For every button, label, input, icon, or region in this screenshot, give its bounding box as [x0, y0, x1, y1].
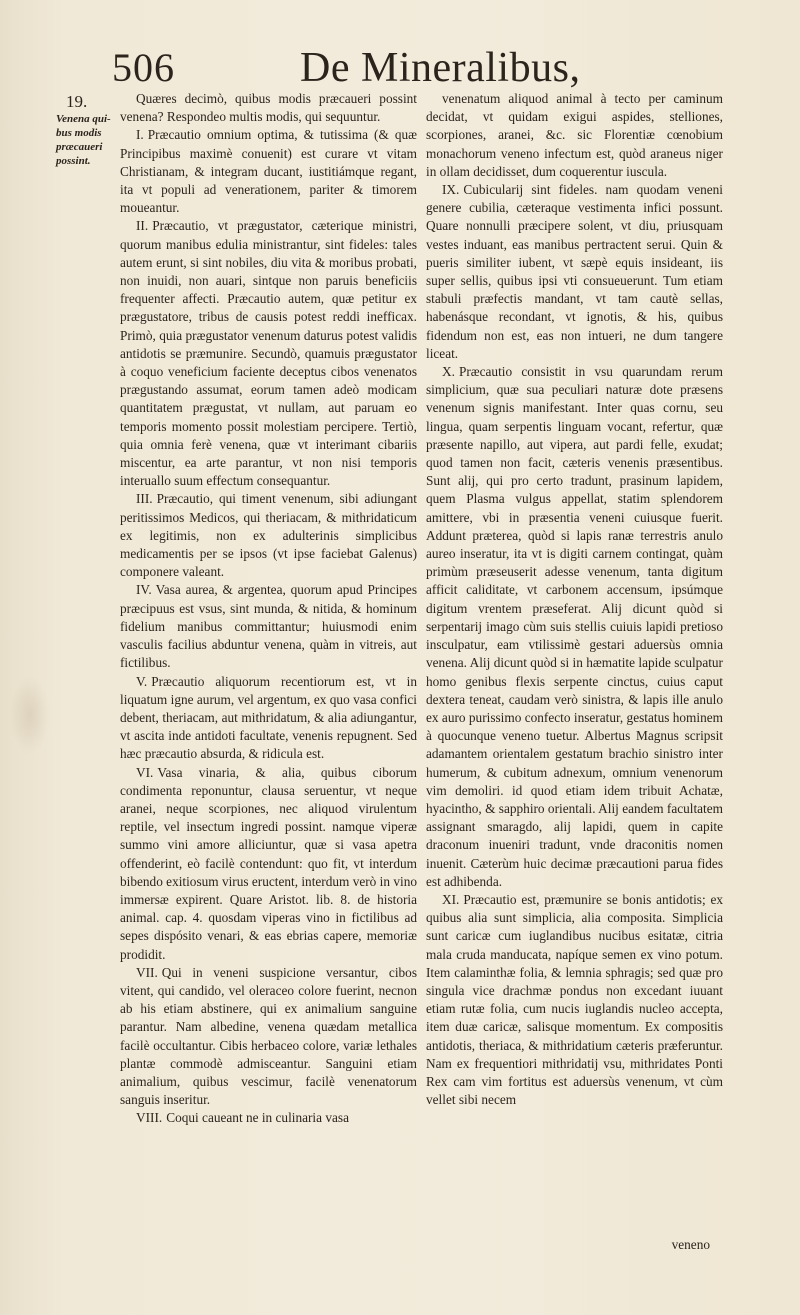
paragraph-number: II.: [136, 218, 149, 234]
paragraph: [426, 90, 723, 181]
paragraph-number: V.: [136, 673, 148, 689]
paragraph-text: Vasa aurea, & argentea, quorum apud Principes præcipuus est vsus, sint munda, & nitida, & hominum fidelium manibus committantur; huiusmodi enim vasculis facilius abduntur venena, quàm in vitreis, aut fictilibus.: [120, 582, 417, 671]
paragraph: [120, 126, 417, 217]
paragraph: [426, 181, 723, 363]
paragraph-text: Cubicularij sint fideles. nam quodam veneni genere cubilia, cæteraque vestimenta infici possunt. Quare nonnulli præcipere solent, vt diu, priusquam vestes induant, eas manibus pertractent serui. Quin & pueris similiter iubent, vt sæpè equis insideant, iis super sellis, quibus ipsi vti consueuerunt. Tum etiam stabuli præfectis mandant, vt tam cautè sellas, habenásque recondant, vt ignotis, & his, quibus fidendum non est, eas non intueri, ne dum tangere liceat.: [426, 182, 723, 361]
catchword: veneno: [671, 1237, 710, 1252]
paragraph-number: XI.: [442, 891, 460, 907]
paragraph-text: Præcautio omnium optima, & tutissima (& quæ Principibus maximè conuenit) est curare vt vitam Christianam, & integram ducant, iustitiámque regant, ita vt populi ad venerationem, pariter & timorem moueantur.: [120, 127, 417, 216]
margin-note: [8, 92, 120, 168]
paragraph: [120, 764, 417, 964]
paragraph-number: IV.: [136, 582, 152, 598]
paragraph-text: Quæres decimò, quibus modis præcaueri possint venena? Respondeo multis modis, qui sequuntur.: [120, 91, 417, 125]
paragraph: [426, 891, 723, 1109]
paragraph: [120, 90, 417, 126]
margin-gloss: Venena qui- bus modis præcaueri possint.: [56, 113, 111, 167]
right-text-column: [426, 90, 723, 1109]
paragraph: [120, 490, 417, 581]
paragraph-text: Præcautio aliquorum recentiorum est, vt in liquatum igne aurum, vel argentum, ex quo vasa confici debent, theriacam, aut mithridatum, & alia adiungantur, vt ascita inde antidoti facultate, venenis repugnent. Sed hæc præcautio absurda, & ridicula est.: [120, 673, 417, 762]
running-title: De Mineralibus,: [300, 45, 581, 91]
paragraph-text: Præcautio, qui timent venenum, sibi adiungant peritissimos Medicos, qui theriacam, & mithridaticum ex legitimis, non ex adulterinis simplicibus medicamentis per se ipsos (vt ipse faciebat Galenus) componere valeant.: [120, 491, 417, 580]
paragraph-number: I.: [136, 127, 144, 143]
paragraph-number: III.: [136, 491, 153, 507]
paragraph-text: venenatum aliquod animal à tecto per caminum decidat, vt quidam exigui aspides, stelliones, scorpiones, aranei, &c. sic Florentiæ cœnobium monachorum veneno infectum est, quòd araneus niger in ollam decidisset, dum coquerentur iuscula.: [426, 91, 723, 179]
paper-stain: [10, 675, 50, 755]
paragraph: [120, 1109, 417, 1127]
paragraph-number: IX.: [442, 182, 460, 198]
paragraph: [120, 964, 417, 1110]
paragraph-text: Qui in veneni suspicione versantur, cibos vitent, qui candido, vel oleraceo colore fuerint, necnon ab his etiam abstinere, qui ex animalium sanguine parantur. Nam albedine, venena quædam metallica facilè occultantur. Cibis herbaceo colore, variæ lethales plantæ commodè admisceantur. Sanguini etiam animalium, quibus vescimur, facilè venenatorum sanguis inseritur.: [120, 964, 417, 1108]
paragraph: [120, 581, 417, 672]
left-text-column: [120, 90, 417, 1128]
paragraph-text: Vasa vinaria, & alia, quibus ciborum condimenta reponuntur, clausa seruentur, vt neque aranei, neque scorpiones, nec aliquod virulentum reptile, vel insectum ingredi possint. namque viperæ summo vini amore alliciuntur, quæ si vasa apetra offenderint, eò facilè contendunt: quo fit, vt interdum bibendo exitiosum virus eructent, interdum verò in vino immersæ expirent. Quare Aristot. lib. 8. de historia animal. cap. 4. quosdam viperas vino in fictilibus ad sepes dispósito venari, & eas ebrias capere, memoriæ prodidit.: [120, 764, 417, 962]
paragraph-number: VI.: [136, 764, 154, 780]
paragraph-number: VIII.: [136, 1110, 163, 1126]
paragraph: [120, 673, 417, 764]
paragraph-text: Præcautio consistit in vsu quarundam rerum simplicium, quæ sua peculiari naturæ dote præsens venenum signis manifestant. Inter quas cornu, seu lingua, quam serpentis linguam vocant, refertur, quæ præsente napillo, aut vipera, aut pardi felle, exudat; quod tamen non facit, cæteris venenis præsentibus. Sunt alij, qui pro certo tradunt, prasinum lapidem, quem Plasma vulgus appellat, statim splendorem amittere, vbi in præsentia veneni cuiusque fuerit. Addunt præterea, quòd si lapis ranæ terrestris anulo aureo inseratur, ita vt is digiti carnem contingat, quàm primùm præseuserit adesse venenum, tanta digitum afficit caliditate, vt carbonem accensum, ipsúmque digitum vrentem præseferat. Alij dicunt quòd si serpentarij imago cùm suis stellis cuiuis lapidi pretioso insculpatur, eam vtilissimè gestari aduersùs omnia venena. Alij dicunt quòd si in hæmatite lapide sculpatur homo genibus flexis serpente cinctus, cuius caput dextera teneat, caudam verò sinistra, & lapis ille anulo ex auro purissimo confecto inseratur, gestatus hominem à quocunque veneno tuetur. Albertus Magnus scripsit adamantem orientalem gestatum brachio sinistro inter humerum, & cubitum adnexum, omnium venenorum vim demoliri. id quod etiam idem tribuit Achatæ, hyacintho, & sapphiro orientali. Alij eandem facultatem assignant smaragdo, alij lapidi, quem in capite draconum inueniri tradunt, vnde draconitis nomen inuenit. Cæterùm huic decimæ præcautioni parua fides est adhibenda.: [426, 364, 723, 889]
paragraph: [426, 363, 723, 891]
margin-section-number: 19.: [66, 92, 88, 111]
paragraph-text: Coqui caueant ne in culinaria vasa: [166, 1110, 349, 1126]
paragraph: [120, 217, 417, 490]
paragraph-text: Præcautio est, præmunire se bonis antidotis; ex quibus alia sunt simplicia, alia composita. Simplicia sunt caricæ cum iuglandibus nucibus esitatæ, citria mala cruda manducata, napíque semen ex vino potum. Item calaminthæ folia, & lemnia sphragis; sed quæ pro singula vice drachmæ pondus non excedant iuuant etiam rutæ folia, cum nucis iuglandis nucleo accepta, item duæ caricæ, salisque momentum. Ex compositis antidotis, theriaca, & mithridatium cæteris præferuntur. Nam ex frequentiori mithridatij vsu, mithridates Ponti Rex cam vim fortitus est aduersùs venenum, vt cùm vellet sibi necem: [426, 891, 723, 1108]
paragraph-number: X.: [442, 364, 455, 380]
paragraph-text: Præcautio, vt prægustator, cæterique ministri, quorum manibus edulia ministrantur, sint fideles: tales autem erunt, si sint nobiles, diu vita & moribus probati, non inuidi, non auari, sintque non paruis beneficiis frequenter affecti. Præcautio autem, quæ petitur ex prægustatore, tribus de causis potest reddi inefficax. Primò, quia prægustator venenum daturus potest validis antidotis se præmunire. Secundò, quamuis prægustator à coquo veneficium faciente deceptus cibos venenatos prægustando assumat, eorum tamen adeò modicam quantitatem prægustat, vt nullam, aut paruam eo temporis momento possit molestiam percipere. Tertiò, quia omnia ferè venena, quæ vt interimant cibariis miscentur, ea arte parantur, vt non nisi temporis interuallo suum effectum consequantur.: [120, 218, 417, 489]
page-number: 506: [112, 45, 175, 90]
paragraph-number: VII.: [136, 964, 158, 980]
